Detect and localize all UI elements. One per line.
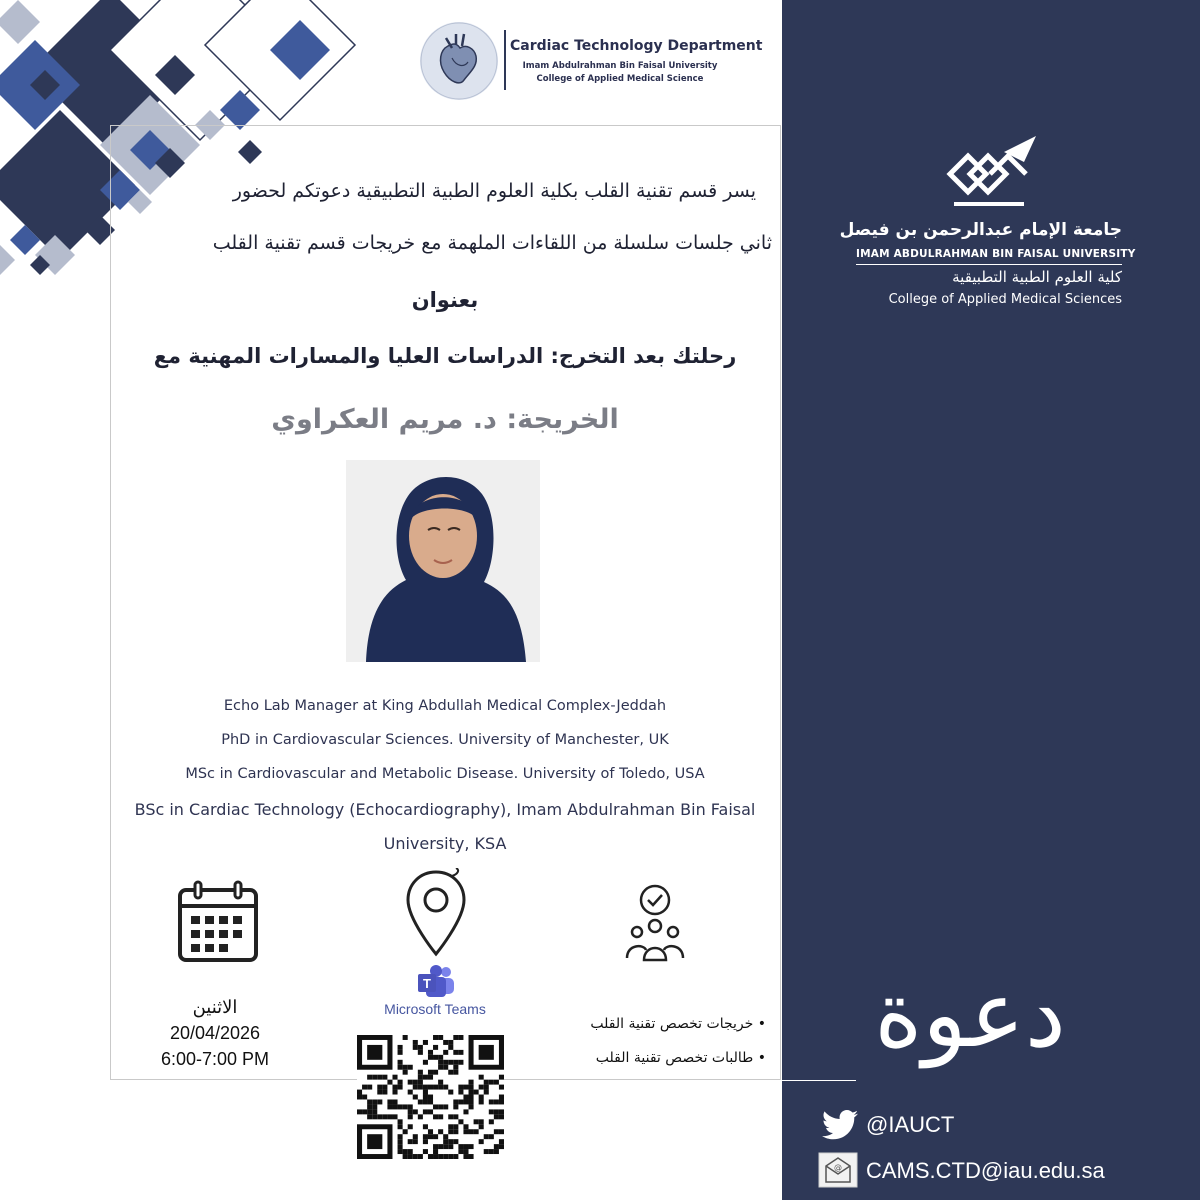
speaker-photo xyxy=(346,460,540,662)
credential-line: University, KSA xyxy=(383,834,507,853)
college-name-arabic: كلية العلوم الطبية التطبيقية xyxy=(952,268,1122,286)
location-pin-icon xyxy=(404,868,468,960)
twitter-icon xyxy=(822,1110,858,1140)
group-check-icon xyxy=(624,882,686,964)
logo-rule xyxy=(856,264,1122,265)
audience-item-text: خريجات تخصص تقنية القلب xyxy=(590,1016,754,1032)
college-name-english: College of Applied Medical Sciences xyxy=(888,292,1122,307)
twitter-handle[interactable]: @IAUCT xyxy=(866,1112,955,1137)
credential-line: BSc in Cardiac Technology (Echocardiography), Imam Abdulrahman Bin Faisal xyxy=(134,800,756,819)
event-date: 20/04/2026 xyxy=(169,1023,261,1043)
college-line: College of Applied Medical Science xyxy=(536,74,704,84)
registration-qr-code[interactable] xyxy=(357,1035,504,1159)
department-logo xyxy=(420,22,498,100)
audience-item-text: طالبات تخصص تقنية القلب xyxy=(595,1050,754,1066)
invitation-line-1: يسر قسم تقنية القلب بكلية العلوم الطبية التطبيقية دعوتكم لحضور xyxy=(232,180,756,202)
credential-line: PhD in Cardiovascular Sciences. University of Manchester, UK xyxy=(221,732,669,748)
department-title: Cardiac Technology Department xyxy=(510,38,763,54)
platform-label: Microsoft Teams xyxy=(384,1001,486,1017)
calligraphy-line xyxy=(782,1080,856,1081)
invitation-calligraphy: دعوة xyxy=(874,961,1066,1068)
svg-text:T: T xyxy=(423,976,431,991)
audience-item: • طالبات تخصص تقنية القلب xyxy=(595,1050,766,1066)
contact-email[interactable]: CAMS.CTD@iau.edu.sa xyxy=(866,1158,1105,1183)
session-topic: رحلتك بعد التخرج: الدراسات العليا والمسارات المهنية مع xyxy=(153,344,737,368)
audience-item: • خريجات تخصص تقنية القلب xyxy=(590,1016,766,1032)
credential-line: MSc in Cardiovascular and Metabolic Disease. University of Toledo, USA xyxy=(185,766,705,782)
email-icon xyxy=(818,1152,858,1188)
university-name-english: IMAM ABDULRAHMAN BIN FAISAL UNIVERSITY xyxy=(856,248,1136,260)
credential-line: Echo Lab Manager at King Abdullah Medical Complex-Jeddah xyxy=(223,698,667,714)
event-time: 6:00-7:00 PM xyxy=(160,1049,270,1069)
event-day: الاثنين xyxy=(192,997,238,1017)
title-label: بعنوان xyxy=(411,288,479,312)
svg-text:@: @ xyxy=(834,1163,842,1172)
header-divider xyxy=(504,30,506,90)
university-line: Imam Abdulrahman Bin Faisal University xyxy=(522,61,718,71)
university-logo-icon xyxy=(944,132,1040,212)
graduate-name: الخريجة: د. مريم العكراوي xyxy=(271,404,619,435)
university-name-arabic: جامعة الإمام عبدالرحمن بن فيصل xyxy=(839,220,1122,240)
calendar-icon xyxy=(177,880,259,964)
frame-divider xyxy=(780,125,781,1080)
invitation-line-2: ثاني جلسات سلسلة من اللقاءات الملهمة مع خريجات قسم تقنية القلب xyxy=(212,232,772,254)
microsoft-teams-icon xyxy=(416,964,456,1000)
heart-icon xyxy=(420,22,498,100)
